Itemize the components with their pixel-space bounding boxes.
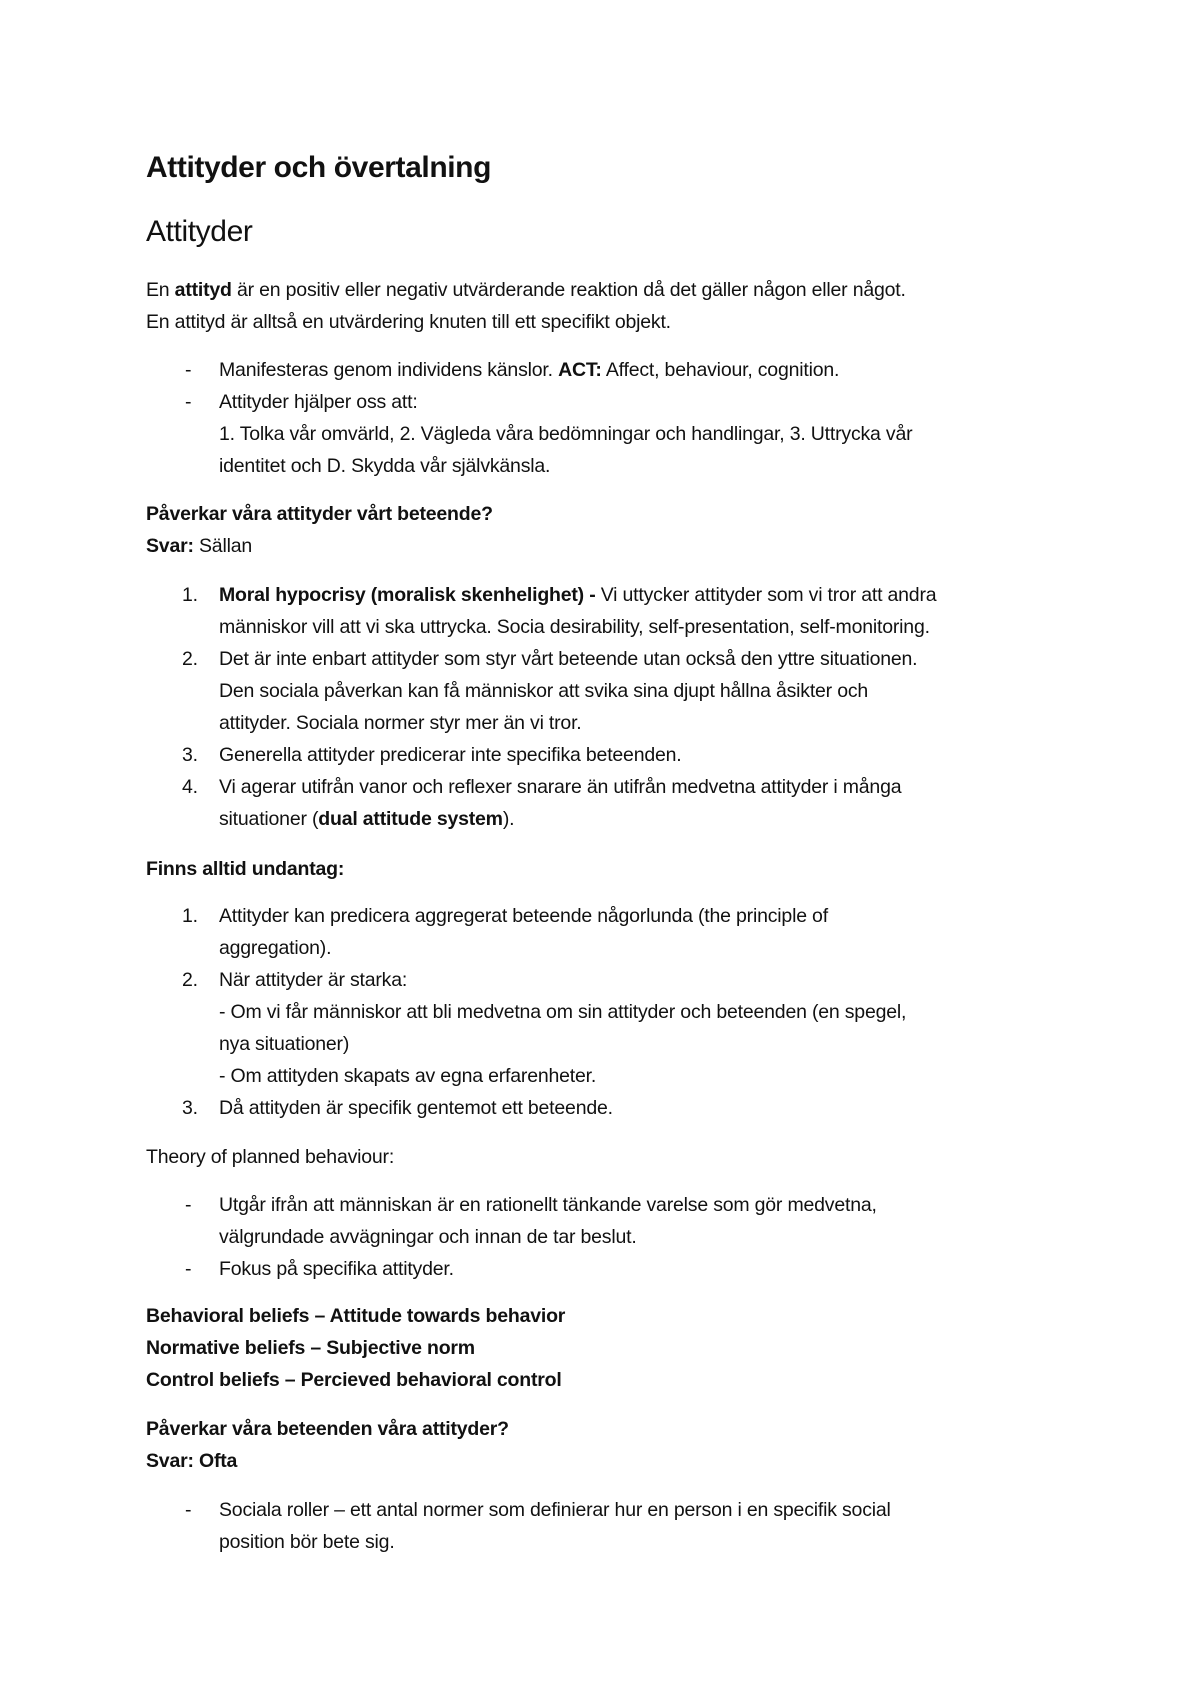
question-2	[146, 1413, 1086, 1477]
question-text: Påverkar våra attityder vårt beteende?	[146, 503, 493, 525]
dual-attitude-term: dual attitude system	[318, 808, 503, 830]
tpb-heading: Theory of planned behaviour:	[146, 1146, 395, 1168]
tpb-list	[146, 1189, 1086, 1285]
social-roles-list	[146, 1494, 1086, 1558]
question-text: Påverkar våra beteenden våra attityder?	[146, 1418, 509, 1440]
exceptions-list	[146, 900, 1086, 1124]
attityd-term: attityd	[174, 279, 232, 301]
list-item: - Manifesteras genom individens känslor. ACT: Affect, behaviour, cognition.	[146, 354, 1086, 386]
exceptions-heading: Finns alltid undantag:	[146, 858, 345, 880]
list-item: 4. Vi agerar utifrån vanor och reflexer snarare än utifrån medvetna attityder i många situationer (dual attitude system).	[182, 776, 902, 830]
list-item: - Attityder hjälper oss att: 1. Tolka vår omvärld, 2. Vägleda våra bedömningar och handlingar, 3. Uttrycka vår identitet och D. Skydda vår självkänsla.	[146, 386, 1086, 482]
dash-marker: -	[185, 359, 192, 381]
beliefs-block: Behavioral beliefs – Attitude towards behavior Normative beliefs – Subjective norm Control beliefs – Percieved behavioral control	[146, 1305, 566, 1391]
intro-line-1: En attityd är en positiv eller negativ utvärderande reaktion då det gäller någon eller något.	[146, 279, 906, 301]
answer-text: Svar: Sällan	[146, 535, 253, 557]
list-item: 2. Det är inte enbart attityder som styr vårt beteende utan också den yttre situationen. Den sociala påverkan kan få människor att svika sina djupt hållna åsikter och attityder. Sociala normer styr mer än vi tror.	[182, 648, 918, 734]
dash-marker: -	[185, 391, 192, 413]
list-item: 1. Attityder kan predicera aggregerat beteende någorlunda (the principle of aggregation).	[182, 905, 828, 959]
list-item: - Sociala roller – ett antal normer som definierar hur en person i en specifik social position bör bete sig.	[146, 1494, 1086, 1558]
dash-marker: -	[185, 1499, 192, 1521]
list-item: 2. När attityder är starka: - Om vi får människor att bli medvetna om sin attityder och beteenden (en spegel, nya situationer) - Om attityden skapats av egna erfarenheter.	[182, 969, 907, 1087]
dash-marker: -	[185, 1194, 192, 1216]
attitude-facts-list	[146, 354, 1086, 482]
document-title: Attityder och övertalning	[146, 151, 492, 184]
list-item: - Fokus på specifika attityder.	[146, 1253, 1086, 1285]
question-1	[146, 498, 1086, 562]
list-item: 1. Moral hypocrisy (moralisk skenhelighet) - Vi uttycker attityder som vi tror att andra människor vill att vi ska uttrycka. Socia desirability, self-presentation, self-monitoring.	[182, 584, 937, 638]
intro-line-2: En attityd är alltså en utvärdering knuten till ett specifikt objekt.	[146, 311, 671, 333]
list-item: 3. Generella attityder predicerar inte specifika beteenden.	[182, 744, 682, 766]
list-item: 3. Då attityden är specifik gentemot ett beteende.	[182, 1097, 613, 1119]
dash-marker: -	[185, 1258, 192, 1280]
answer-text: Svar: Ofta	[146, 1450, 238, 1472]
section-heading: Attityder	[146, 215, 253, 248]
moral-hypocrisy-term: Moral hypocrisy (moralisk skenhelighet) -	[219, 584, 596, 606]
intro-paragraph	[146, 274, 1086, 338]
list-item: - Utgår ifrån att människan är en rationellt tänkande varelse som gör medvetna, välgrundade avvägningar och innan de tar beslut.	[146, 1189, 1086, 1253]
act-term: ACT:	[558, 359, 602, 381]
reasons-list	[146, 579, 1086, 835]
